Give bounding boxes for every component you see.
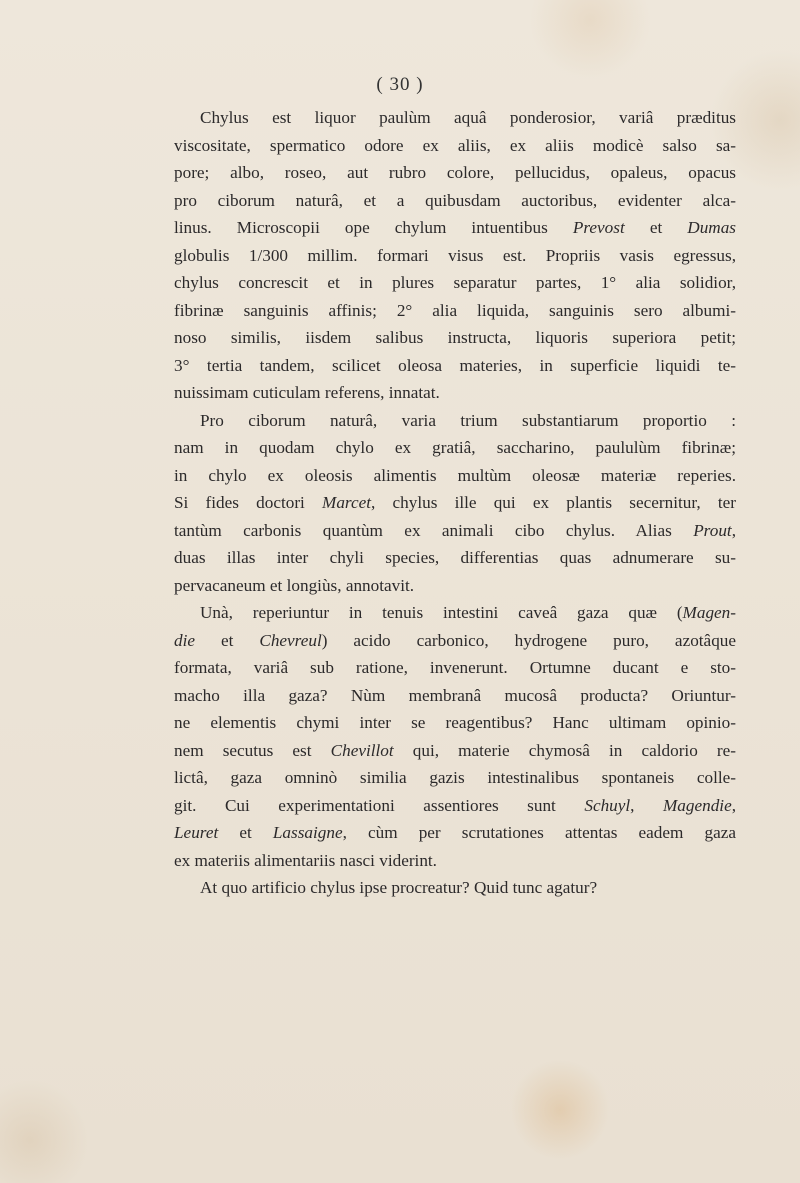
text-line: Chylus est liquor paulùm aquâ ponderosior, variâ præditus [200,108,736,127]
text-line: chylus concrescit et in plures separatur partes, 1° alia solidior, [174,273,736,292]
text-line: lictâ, gaza omninò similia gazis intestinalibus spontaneis colle- [174,768,736,787]
paragraph-1 [174,104,736,407]
paragraph-4 [174,874,736,902]
text-line: die et Chevreul) acido carbonico, hydrogene puro, azotâque [174,630,737,650]
text-line: tantùm carbonis quantùm ex animali cibo chylus. Alias Prout, [174,520,736,540]
text-line: macho illa gaza? Nùm membranâ mucosâ producta? Oriuntur- [174,685,736,705]
text-line: noso similis, iisdem salibus instructa, liquoris superiora petit; [174,328,736,347]
text-line: Leuret et Lassaigne, cùm per scrutationes attentas eadem gaza [174,823,736,842]
text-line: pro ciborum naturâ, et a quibusdam auctoribus, evidenter alca- [174,190,736,210]
text-line: nem secutus est Chevillot qui, materie chymosâ in caldorio re- [174,740,736,760]
text-line: nuissimam cuticulam referens, innatat. [174,383,440,402]
text-line: nam in quodam chylo ex gratiâ, saccharino, paululùm fibrinæ; [174,438,736,457]
text-line: fibrinæ sanguinis affinis; 2° alia liquida, sanguinis sero albumi- [174,300,736,320]
paragraph-2 [174,407,736,600]
text-line: viscositate, spermatico odore ex aliis, ex aliis modicè salso sa- [174,135,736,155]
text-line: in chylo ex oleosis alimentis multùm oleosæ materiæ reperies. [174,465,736,485]
text-line: globulis 1/300 millim. formari visus est. Propriis vasis egressus, [174,245,736,265]
text-line: pervacaneum et longiùs, annotavit. [174,575,415,595]
page-number: ( 30 ) [376,74,424,95]
text-line: linus. Microscopii ope chylum intuentibus Prevost et Dumas [174,218,736,237]
text-line: ex materiis alimentariis nasci viderint. [174,850,437,870]
text-line: formata, variâ sub ratione, invenerunt. Ortumne ducant e sto- [174,658,736,677]
body-text [174,104,736,902]
text-line: At quo artificio chylus ipse procreatur? Quid tunc agatur? [200,878,598,897]
paragraph-3 [174,599,736,874]
text-line: Si fides doctori Marcet, chylus ille qui ex plantis secernitur, ter [174,493,736,512]
text-line: 3° tertia tandem, scilicet oleosa materies, in superficie liquidi te- [174,355,736,375]
text-line: ne elementis chymi inter se reagentibus? Hanc ultimam opinio- [174,713,736,732]
text-line: git. Cui experimentationi assentiores sunt Schuyl, Magendie, [174,795,737,815]
text-line: duas illas inter chyli species, differentias quas adnumerare su- [174,548,736,567]
text-line: Unà, reperiuntur in tenuis intestini caveâ gaza quæ (Magen- [200,603,736,622]
text-line: Pro ciborum naturâ, varia trium substantiarum proportio : [200,410,736,430]
text-line: pore; albo, roseo, aut rubro colore, pellucidus, opaleus, opacus [174,163,736,182]
